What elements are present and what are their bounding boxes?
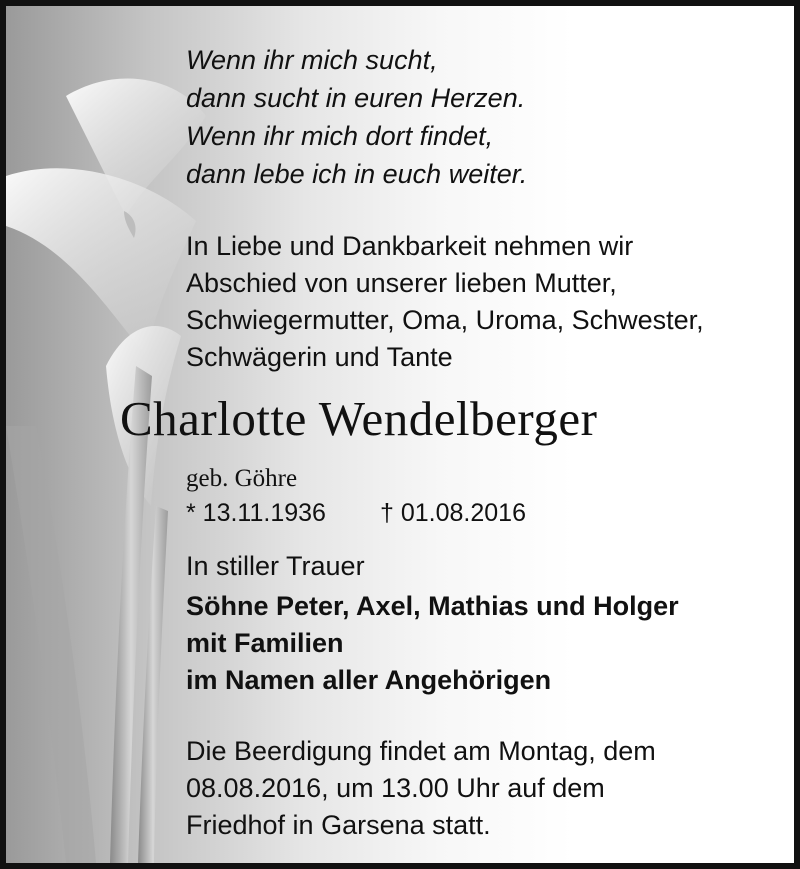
birth-date: * 13.11.1936 — [186, 499, 326, 527]
mourners-line: mit Familien — [186, 628, 344, 658]
funeral-line: Friedhof in Garsena statt. — [186, 810, 491, 840]
poem-line: Wenn ihr mich sucht, — [186, 45, 438, 75]
funeral-line: 08.08.2016, um 13.00 Uhr auf dem — [186, 773, 605, 803]
poem-line: dann sucht in euren Herzen. — [186, 83, 526, 113]
notice-text — [120, 6, 794, 863]
mourners-line: Söhne Peter, Axel, Mathias und Holger — [186, 591, 679, 621]
deceased-name: Charlotte Wendelberger — [120, 391, 598, 446]
intro-line: Schwiegermutter, Oma, Uroma, Schwester, — [186, 305, 704, 335]
poem-line: Wenn ihr mich dort findet, — [186, 121, 494, 151]
funeral-line: Die Beerdigung findet am Montag, dem — [186, 736, 656, 766]
death-date: † 01.08.2016 — [380, 499, 526, 527]
poem-line: dann lebe ich in euch weiter. — [186, 159, 528, 189]
maiden-name: geb. Göhre — [186, 465, 298, 492]
life-dates — [186, 496, 526, 530]
mourners-line: im Namen aller Angehörigen — [186, 665, 552, 695]
mourners-lead: In stiller Trauer — [186, 551, 365, 581]
intro-line: Schwägerin und Tante — [186, 342, 453, 372]
intro-line: In Liebe und Dankbarkeit nehmen wir — [186, 231, 634, 261]
intro-line: Abschied von unserer lieben Mutter, — [186, 268, 617, 298]
